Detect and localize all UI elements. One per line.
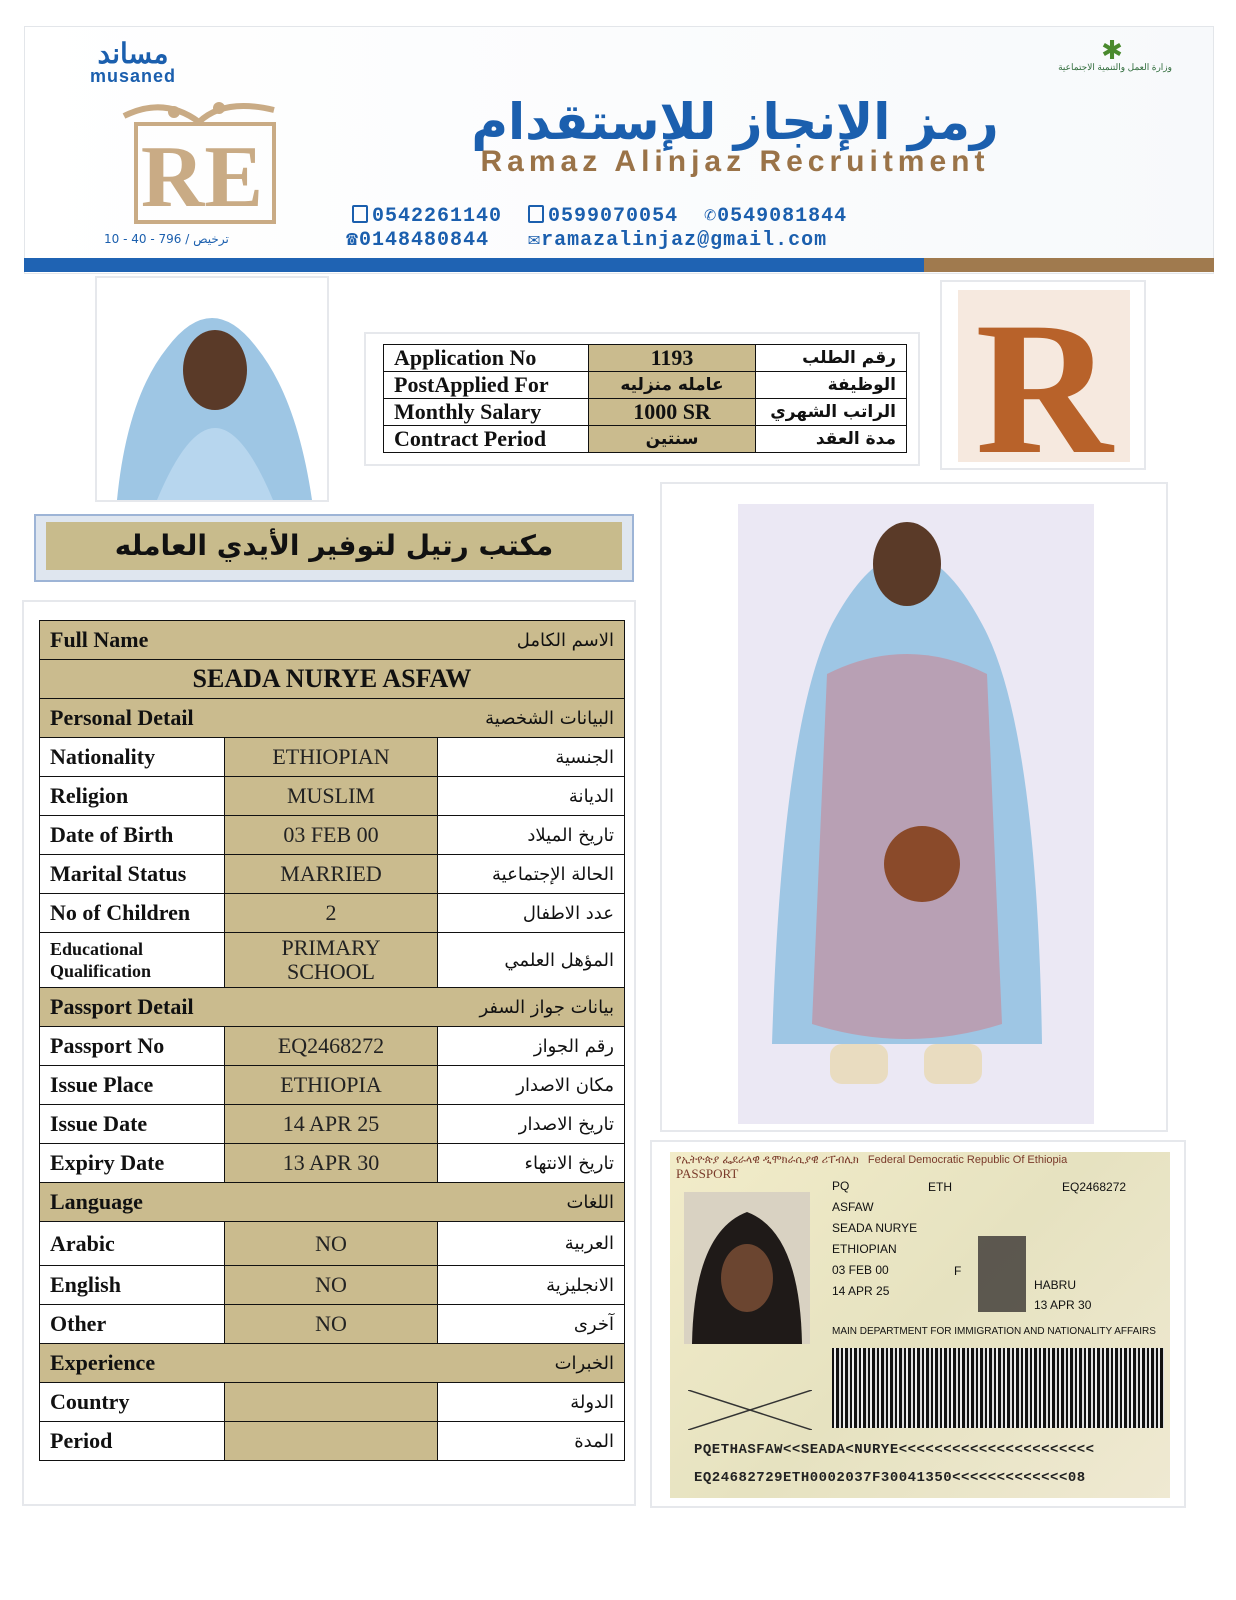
personal-detail-label: Personal Detail (50, 705, 194, 730)
english-label: English (40, 1266, 225, 1305)
period-value (225, 1422, 438, 1461)
dob-value: 03 FEB 00 (225, 816, 438, 855)
country-label: Country (40, 1383, 225, 1422)
post-applied-value: عامله منزليه (589, 372, 756, 399)
personal-detail-header (40, 699, 625, 738)
table-row (384, 345, 907, 372)
passport-number: EQ2468272 (1062, 1180, 1127, 1194)
passport-surname: ASFAW (832, 1200, 874, 1214)
passport-barcode (832, 1348, 1164, 1428)
banner-stripe-blue (24, 258, 924, 272)
ministry-logo (1052, 35, 1172, 73)
dob-label-ar: تاريخ الميلاد (438, 816, 625, 855)
experience-label-ar: الخبرات (554, 1352, 614, 1374)
phone-1: 0542261140 (372, 205, 503, 228)
expiry-date-label: Expiry Date (40, 1144, 225, 1183)
passport-given-names: SEADA NURYE (832, 1221, 918, 1235)
signature-cross (688, 1390, 812, 1430)
passport-nationality: ETHIOPIAN (832, 1242, 897, 1256)
issue-place-label-ar: مكان الاصدار (438, 1066, 625, 1105)
education-value (225, 933, 438, 988)
phone-2: 0599070054 (548, 205, 679, 228)
monthly-salary-value: 1000 SR (589, 399, 756, 426)
table-row (40, 777, 625, 816)
nationality-value: ETHIOPIAN (225, 738, 438, 777)
passport-place-of-birth: HABRU (1034, 1278, 1077, 1292)
application-table (383, 344, 907, 453)
passport-no-value: EQ2468272 (225, 1027, 438, 1066)
english-value: NO (225, 1266, 438, 1305)
issue-place-value: ETHIOPIA (225, 1066, 438, 1105)
period-label-ar: المدة (438, 1422, 625, 1461)
table-row (384, 426, 907, 453)
company-title-en: Ramaz Alinjaz Recruitment (480, 145, 990, 178)
other-language-label-ar: آخرى (438, 1305, 625, 1344)
full-body-image (662, 484, 1166, 1130)
passport-detail-label-ar: بيانات جواز السفر (479, 996, 614, 1018)
table-row (384, 399, 907, 426)
education-label (40, 933, 225, 988)
passport-authority: MAIN DEPARTMENT FOR IMMIGRATION AND NATIONALITY AFFAIRS (832, 1326, 1156, 1337)
musaned-logo-en: musaned (90, 66, 177, 86)
passport-sex: F (954, 1264, 962, 1278)
nationality-label: Nationality (40, 738, 225, 777)
passport-no-label: Passport No (40, 1027, 225, 1066)
table-row (40, 933, 625, 988)
table-row (40, 1222, 625, 1266)
experience-header (40, 1344, 625, 1383)
education-value-line2: SCHOOL (286, 959, 375, 984)
education-value-line1: PRIMARY (281, 935, 381, 960)
re-logo-letters: RE (140, 129, 264, 226)
banner-stripe-brown (924, 258, 1214, 272)
email-address: ramazalinjaz@gmail.com (541, 229, 828, 252)
passport-detail-label: Passport Detail (50, 994, 194, 1019)
marital-status-value: MARRIED (225, 855, 438, 894)
children-label-ar: عدد الاطفال (438, 894, 625, 933)
passport-expiry-date: 13 APR 30 (1034, 1298, 1092, 1312)
country-value (225, 1383, 438, 1422)
full-name-row (40, 660, 625, 699)
post-applied-label-ar: الوظيفة (756, 372, 907, 399)
table-row (40, 1266, 625, 1305)
dob-label: Date of Birth (40, 816, 225, 855)
company-title-ar: رمز الإنجاز للإستقدام (471, 93, 999, 151)
marital-status-label-ar: الحالة الإجتماعية (438, 855, 625, 894)
table-row (384, 372, 907, 399)
period-label: Period (40, 1422, 225, 1461)
other-language-value: NO (225, 1305, 438, 1344)
education-label-line1: Educational (50, 939, 144, 959)
issue-place-label: Issue Place (40, 1066, 225, 1105)
passport-detail-header (40, 988, 625, 1027)
passport-header-en: Federal Democratic Republic Of Ethiopia (867, 1154, 1068, 1166)
marital-status-label: Marital Status (40, 855, 225, 894)
telephone-icon: ☎ (346, 229, 360, 252)
r-logo-letter: R (975, 290, 1113, 462)
issue-date-label-ar: تاريخ الاصدار (438, 1105, 625, 1144)
issue-date-label: Issue Date (40, 1105, 225, 1144)
experience-label: Experience (50, 1350, 156, 1375)
table-row (40, 1383, 625, 1422)
passport-mrz-line-1: PQETHASFAW<<SEADA<NURYE<<<<<<<<<<<<<<<<<<<<<< (694, 1442, 1095, 1458)
contract-period-value: سنتين (589, 426, 756, 453)
ministry-text: وزارة العمل والتنمية الاجتماعية (1058, 62, 1172, 72)
table-row (40, 1105, 625, 1144)
language-header (40, 1183, 625, 1222)
education-label-line2: Qualification (50, 961, 152, 981)
table-row (40, 816, 625, 855)
passport-scan (650, 1140, 1186, 1508)
table-row (40, 1027, 625, 1066)
whatsapp-number: 0549081844 (717, 205, 848, 228)
passport-country-code: ETH (928, 1180, 952, 1194)
passport-ghost-photo (978, 1236, 1026, 1312)
table-row (40, 855, 625, 894)
table-row (40, 1305, 625, 1344)
table-row (40, 1144, 625, 1183)
education-label-ar: المؤهل العلمي (438, 933, 625, 988)
landline-number: 0148480844 (359, 229, 490, 252)
contract-period-label-ar: مدة العقد (756, 426, 907, 453)
license-number: ترخيص / 796 - 40 - 10 (104, 232, 229, 246)
passport-dob: 03 FEB 00 (832, 1263, 889, 1277)
monthly-salary-label: Monthly Salary (384, 399, 589, 426)
religion-label: Religion (40, 777, 225, 816)
table-row (40, 1422, 625, 1461)
post-applied-label: PostApplied For (384, 372, 589, 399)
personal-detail-label-ar: البيانات الشخصية (485, 707, 614, 729)
table-row (40, 738, 625, 777)
country-label-ar: الدولة (438, 1383, 625, 1422)
musaned-logo (90, 40, 176, 84)
arabic-label-ar: العربية (438, 1222, 625, 1266)
whatsapp-icon: ✆ (704, 205, 718, 228)
table-row (40, 894, 625, 933)
arabic-value: NO (225, 1222, 438, 1266)
mobile-icon (352, 205, 368, 223)
passport-label: PASSPORT (676, 1166, 739, 1181)
passport-fields-left (832, 1180, 917, 1298)
worker-full-photo (660, 482, 1168, 1132)
email-icon: ✉ (528, 229, 542, 252)
passport-holder-photo (684, 1192, 810, 1344)
application-no-label-ar: رقم الطلب (756, 345, 907, 372)
nationality-label-ar: الجنسية (438, 738, 625, 777)
english-label-ar: الانجليزية (438, 1266, 625, 1305)
full-name-value: SEADA NURYE ASFAW (40, 660, 625, 699)
contact-landline-email (346, 226, 1122, 252)
children-value: 2 (225, 894, 438, 933)
worker-face-photo (95, 276, 329, 502)
musaned-logo-ar: مساند (97, 38, 169, 69)
mobile-icon (528, 205, 544, 223)
full-name-header-row (40, 621, 625, 660)
expiry-date-label-ar: تاريخ الانتهاء (438, 1144, 625, 1183)
passport-issue-date: 14 APR 25 (832, 1284, 890, 1298)
application-no-label: Application No (384, 345, 589, 372)
expiry-date-value: 13 APR 30 (225, 1144, 438, 1183)
contract-period-label: Contract Period (384, 426, 589, 453)
re-company-logo (104, 102, 294, 232)
r-office-logo (958, 290, 1130, 462)
passport-header-am: የኢትዮጵያ ፌደራላዊ ዲሞክራሲያዊ ሪፐብሊክ (676, 1154, 859, 1166)
worker-details-table (39, 620, 625, 1461)
application-no-value: 1193 (589, 345, 756, 372)
arabic-label: Arabic (40, 1222, 225, 1266)
passport-mrz-line-2: EQ24682729ETH0002037F30041350<<<<<<<<<<<<<08 (694, 1470, 1086, 1486)
office-banner: مكتب رتيل لتوفير الأيدي العامله (46, 522, 622, 570)
religion-value: MUSLIM (225, 777, 438, 816)
passport-type: PQ (832, 1179, 850, 1193)
table-row (40, 1066, 625, 1105)
language-label-ar: اللغات (566, 1191, 614, 1213)
other-language-label: Other (40, 1305, 225, 1344)
contact-phones (352, 202, 1122, 228)
full-name-label: Full Name (50, 627, 149, 652)
issue-date-value: 14 APR 25 (225, 1105, 438, 1144)
full-name-label-ar: الاسم الكامل (516, 629, 614, 651)
language-label: Language (50, 1189, 143, 1214)
palm-icon: ✱ (1101, 35, 1123, 65)
passport-page (670, 1152, 1170, 1498)
passport-face-image (684, 1192, 810, 1344)
passport-no-label-ar: رقم الجواز (438, 1027, 625, 1066)
children-label: No of Children (40, 894, 225, 933)
portrait-image (97, 278, 327, 500)
religion-label-ar: الديانة (438, 777, 625, 816)
monthly-salary-label-ar: الراتب الشهري (756, 399, 907, 426)
